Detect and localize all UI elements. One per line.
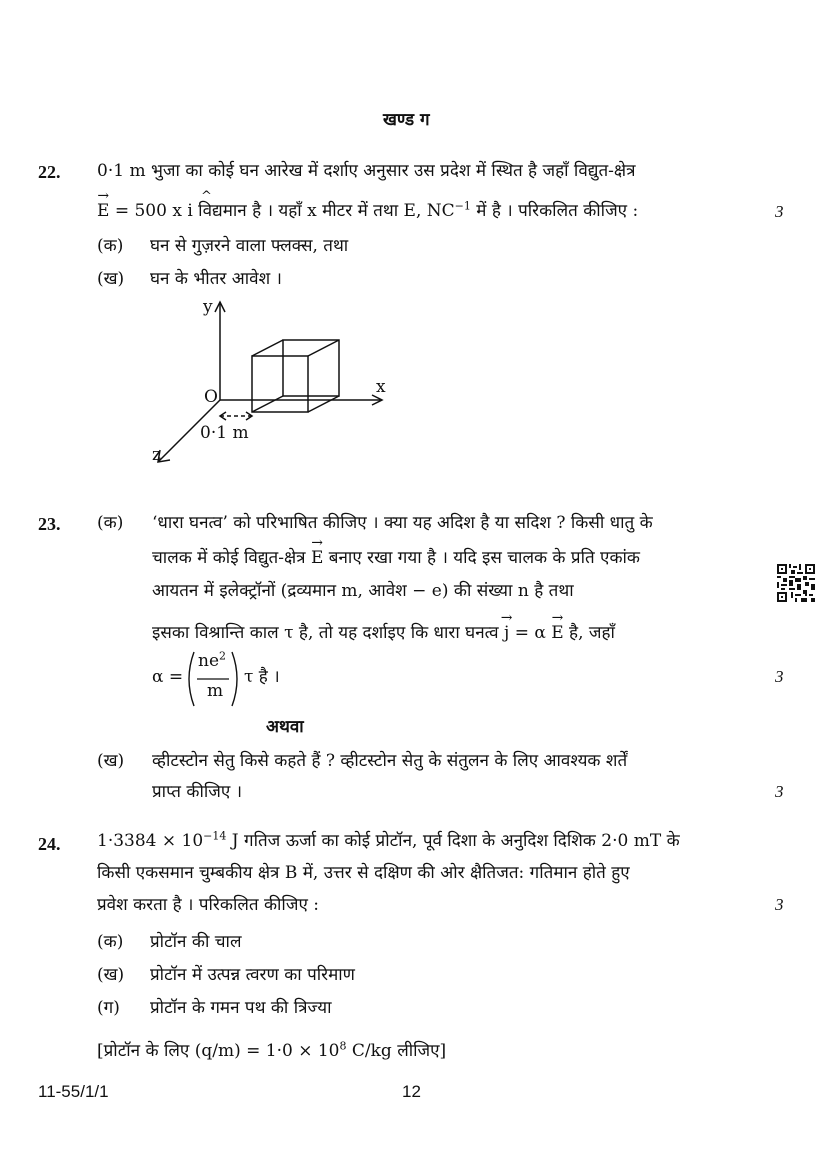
q22-line1: 0·1 m भुजा का कोई घन आरेख में दर्शाए अनुसार उस प्रदेश में स्थित है जहाँ विद्युत-क्षेत्र [97,161,636,181]
q24-line1 [97,830,680,852]
question-number-23: 23. [38,514,61,534]
y-axis-label: y [203,297,213,317]
unit-vector-i: i [187,201,193,221]
vector-E: → E [311,547,323,569]
q22-b-label: (ख) [97,269,125,289]
vector-E: → E [551,622,563,644]
q23-formula-tail: τ है । [244,667,280,687]
q22-a-text: घन से गुज़रने वाला फ्लक्स, तथा [150,236,349,256]
q24-marks: 3 [775,895,784,914]
q22-eq: = 500 x [109,201,188,221]
side-length-label: 0·1 m [200,423,249,443]
cube-back-face [283,340,339,396]
cube-front-face [252,356,308,412]
q23-line1: ‘धारा घनत्व’ को परिभाषित कीजिए । क्या यह अदिश है या सदिश ? किसी धातु के [152,513,653,533]
q24-line1-b: J गतिज ऊर्जा का कोई प्रोटॉन, पूर्व दिशा के अनुदिश दिशिक 2·0 mT के [226,831,680,851]
q24-c-text: प्रोटॉन के गमन पथ की त्रिज्या [150,998,332,1018]
q23-b-line1: व्हीटस्टोन सेतु किसे कहते हैं ? व्हीटस्टोन सेतु के संतुलन के लिए आवश्यक शर्तें [152,751,628,771]
question-number-24: 24. [38,834,61,854]
q24-b-label: (ख) [97,965,125,985]
q23-line2-post: बनाए रखा गया है । यदि इस चालक के प्रति एकांक [323,548,640,568]
q22-line2-text: विद्यमान है । यहाँ x मीटर में तथा E, NC [192,201,455,221]
qr-code-icon [777,564,815,602]
q22-marks: 3 [775,202,784,221]
origin-label: O [204,387,218,407]
vector-j: → j [504,622,509,644]
q23-b-label: (ख) [97,751,125,771]
q24-line2: किसी एकसमान चुम्बकीय क्षेत्र B में, उत्तर से दक्षिण की ओर क्षैतिजत: गतिमान होते हुए [97,863,630,883]
q22-line2 [97,189,639,222]
fraction-numerator [198,650,226,672]
q24-a-text: प्रोटॉन की चाल [150,932,242,952]
fraction-denominator: m [207,681,224,701]
q22-line2-sup: −1 [454,199,471,213]
cube-diagram [140,290,400,475]
q24-line3: प्रवेश करता है । परिकलित कीजिए : [97,895,319,915]
q23-marks-b: 3 [775,782,784,801]
q24-b-text: प्रोटॉन में उत्पन्न त्वरण का परिमाण [150,965,355,985]
q23-line4-eq: = α [509,623,552,643]
section-title: खण्ड ग [383,110,430,130]
q23-marks-a: 3 [775,667,784,686]
q23-line2 [152,547,640,569]
q24-note [97,1040,446,1062]
q24-a-label: (क) [97,932,124,952]
q22-line2-end: में है । परिकलित कीजिए : [470,201,639,221]
q22-b-text: घन के भीतर आवेश । [150,269,282,289]
q23-line4-post: है, जहाँ [563,623,615,643]
numerator-text: ne [198,651,220,671]
q23-line4-pre: इसका विश्रान्ति काल τ है, तो यह दर्शाइए कि धारा घनत्व [152,623,505,643]
hat-symbol: ^ [201,189,212,204]
q24-note-a: [प्रोटॉन के लिए (q/m) = 1·0 × 10 [97,1041,340,1061]
vector-E: → E [97,200,109,222]
q24-note-b: C/kg लीजिए] [346,1041,447,1061]
or-label: अथवा [266,717,304,737]
q23-line4 [152,622,615,644]
q24-line1-a: 1·3384 × 10 [97,831,204,851]
page-number: 12 [402,1082,421,1101]
q23-line2-pre: चालक में कोई विद्युत-क्षेत्र [152,548,311,568]
question-number-22: 22. [38,162,61,182]
q23-line3: आयतन में इलेक्ट्रॉनों (द्रव्यमान m, आवेश − e) की संख्या n है तथा [152,581,574,601]
paper-code: 11-55/1/1 [38,1082,109,1101]
q24-c-label: (ग) [97,998,120,1018]
numerator-sup: 2 [219,649,227,663]
q23-b-line2: प्राप्त कीजिए । [152,782,243,802]
q23-a-label: (क) [97,513,124,533]
q22-a-label: (क) [97,236,124,256]
q24-line1-sup: −14 [203,829,227,843]
q24-note-sup: 8 [339,1039,347,1053]
x-axis-label: x [376,377,386,397]
alpha-symbol: α = [152,667,184,687]
z-axis-label: z [152,445,161,465]
